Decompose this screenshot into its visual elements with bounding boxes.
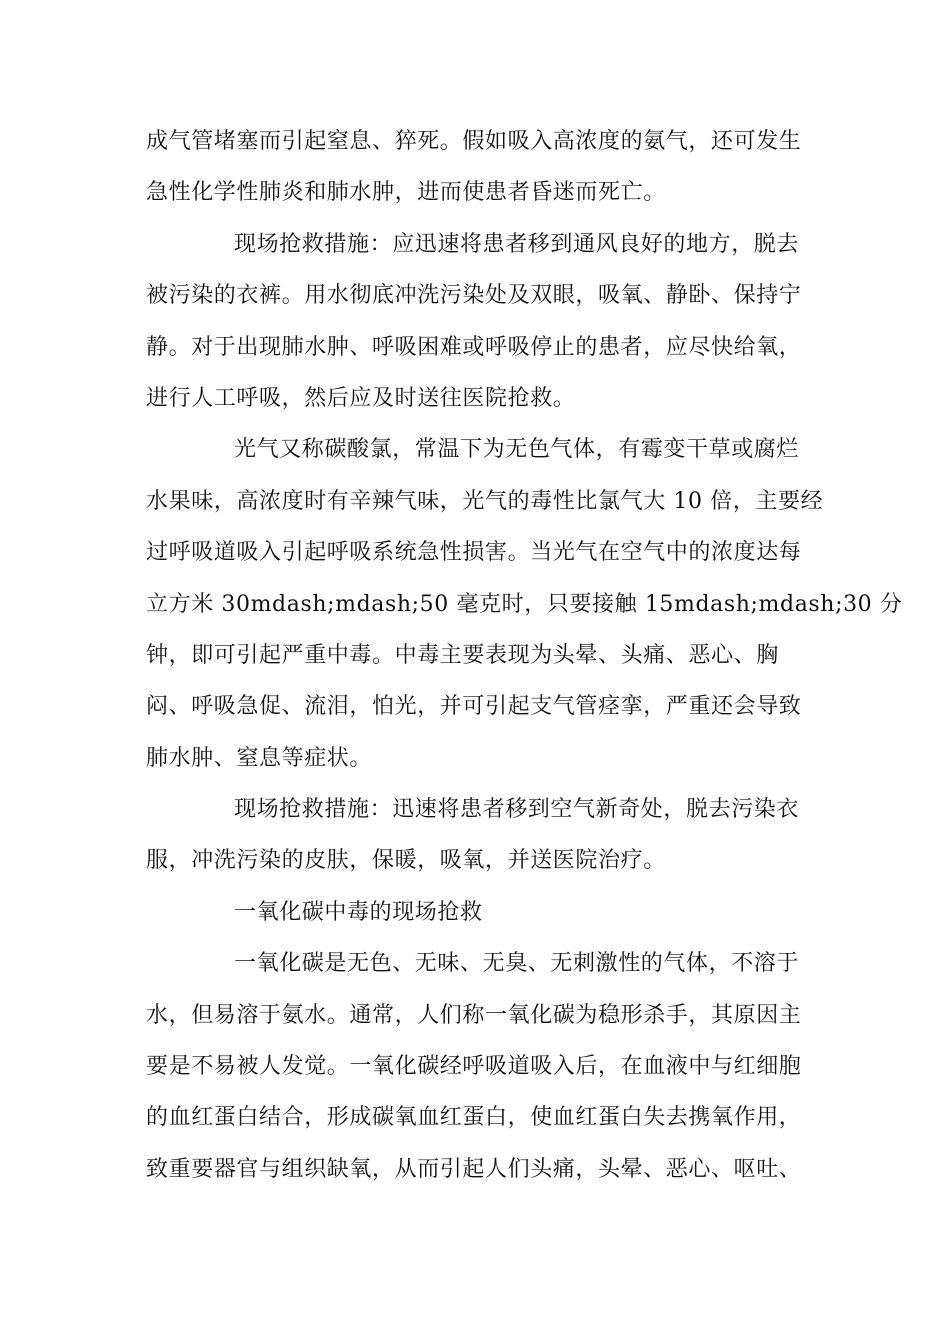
- text-line: 致重要器官与组织缺氧，从而引起人们头痛，头晕、恶心、呕吐、: [146, 1156, 802, 1182]
- text-line: 服，冲洗污染的皮肤，保暖，吸氧，并送医院治疗。: [146, 848, 666, 874]
- text-line: 一氧化碳是无色、无味、无臭、无刺激性的气体，不溶于: [234, 951, 800, 977]
- text-line: 静。对于出现肺水肿、呼吸困难或呼吸停止的患者，应尽快给氧，: [146, 334, 802, 360]
- text-line: 一氧化碳中毒的现场抢救: [234, 899, 483, 925]
- text-line: 立方米 30mdash;mdash;50 毫克时，只要接触 15mdash;mdash;30 分: [146, 591, 903, 617]
- text-line: 闷、呼吸急促、流泪，怕光，并可引起支气管痉挛，严重还会导致: [146, 694, 802, 720]
- document-body: [146, 116, 903, 1195]
- text-line: 钟，即可引起严重中毒。中毒主要表现为头晕、头痛、恶心、胸: [146, 642, 779, 668]
- text-line: 进行人工呼吸，然后应及时送往医院抢救。: [146, 385, 576, 411]
- text-line: 现场抢救措施：迅速将患者移到空气新奇处，脱去污染衣: [234, 797, 800, 823]
- text-line: 水果味，高浓度时有辛辣气味，光气的毒性比氯气大 10 倍，主要经: [146, 488, 824, 514]
- text-line: 急性化学性肺炎和肺水肿，进而使患者昏迷而死亡。: [146, 180, 666, 206]
- text-line: 光气又称碳酸氯，常温下为无色气体，有霉变干草或腐烂: [234, 437, 800, 463]
- text-line: 要是不易被人发觉。一氧化碳经呼吸道吸入后，在血液中与红细胞: [146, 1054, 802, 1080]
- text-line: 肺水肿、窒息等症状。: [146, 745, 373, 771]
- text-line: 成气管堵塞而引起窒息、猝死。假如吸入高浓度的氨气，还可发生: [146, 129, 802, 154]
- text-line: 水，但易溶于氨水。通常，人们称一氧化碳为稳形杀手，其原因主: [146, 1002, 802, 1028]
- text-line: 现场抢救措施：应迅速将患者移到通风良好的地方，脱去: [234, 231, 800, 257]
- text-line: 被污染的衣裤。用水彻底冲洗污染处及双眼，吸氧、静卧、保持宁: [146, 283, 802, 309]
- text-line: 过呼吸道吸入引起呼吸系统急性损害。当光气在空气中的浓度达每: [146, 540, 802, 566]
- text-line: 的血红蛋白结合，形成碳氧血红蛋白，使血红蛋白失去携氧作用，: [146, 1105, 802, 1131]
